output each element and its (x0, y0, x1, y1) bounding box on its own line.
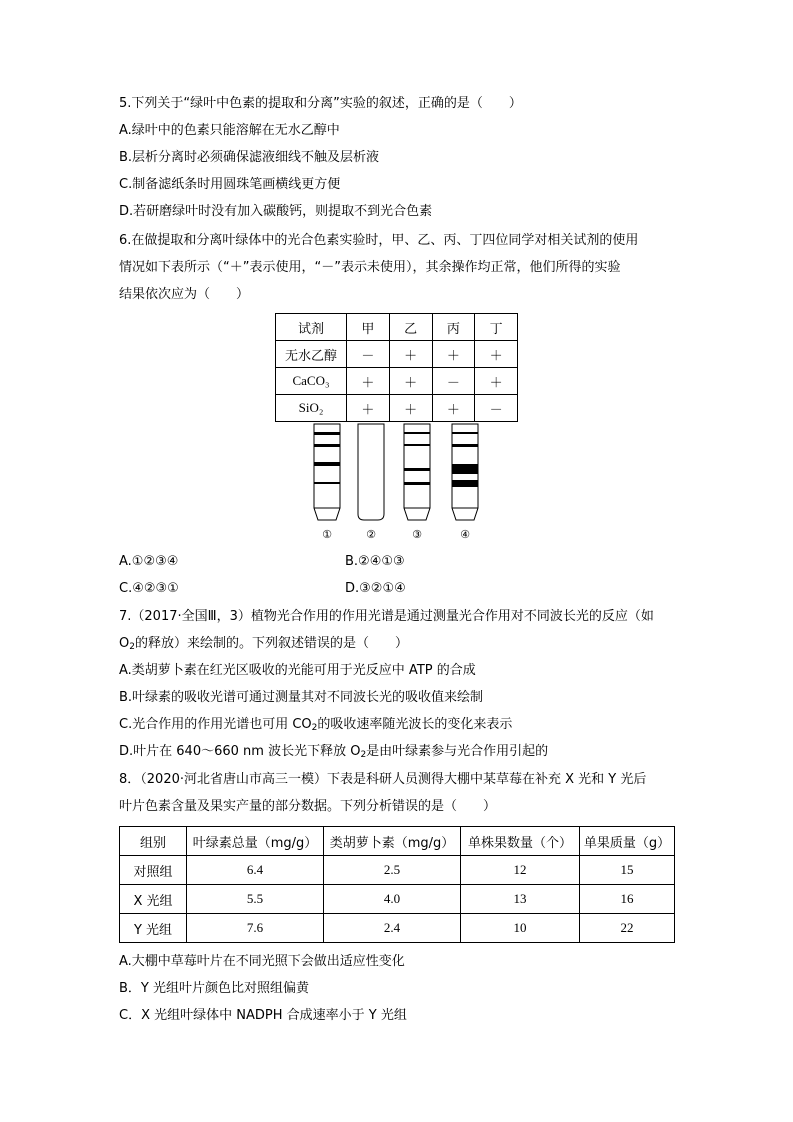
table-cell: 7.6 (187, 914, 324, 943)
pigment-band (404, 444, 430, 446)
q6-stem-line3: 结果依次应为（ ） (119, 287, 250, 302)
strip-1 (314, 424, 340, 520)
table-cell: － (347, 341, 390, 368)
q7-stem-line2 (119, 635, 408, 656)
subscript: 2 (129, 642, 135, 652)
table-cell: 22 (580, 914, 675, 943)
pigment-band (314, 482, 340, 484)
table-cell: 2.4 (324, 914, 461, 943)
text-span: 的释放）来绘制的。下列叙述错误的是（ ） (134, 636, 408, 651)
table-cell: ＋ (475, 341, 518, 368)
table-row (120, 914, 675, 943)
q6-option-c: C.④②③① (119, 581, 179, 596)
q8-option-b: B．Y 光组叶片颜色比对照组偏黄 (119, 981, 309, 996)
table-cell: ＋ (432, 395, 475, 422)
strip-label: ④ (460, 528, 470, 541)
table-cell: ＋ (475, 368, 518, 395)
pigment-band (404, 468, 430, 471)
table-cell: Y 光组 (120, 914, 187, 943)
table-cell: ＋ (389, 341, 432, 368)
pigment-band (452, 464, 478, 474)
q5-option-b: B.层析分离时必须确保滤液细线不触及层析液 (119, 150, 380, 165)
q5-option-d: D.若研磨绿叶时没有加入碳酸钙，则提取不到光合色素 (119, 204, 433, 219)
table-cell: CaCO₃ (276, 368, 347, 395)
q6-option-d: D.③②①④ (345, 581, 406, 596)
table-cell: 15 (580, 856, 675, 885)
q7-stem-line1: 7.（2017·全国Ⅲ，3）植物光合作用的作用光谱是通过测量光合作用对不同波长光的反应（如 (119, 609, 654, 624)
strip-4 (452, 424, 478, 520)
table-cell: ＋ (432, 341, 475, 368)
table-header-cell: 乙 (389, 314, 432, 341)
pigment-band (404, 432, 430, 434)
q8-stem-line1: 8．（2020·河北省唐山市高三一模）下表是科研人员测得大棚中某草莓在补充 X 光和 Y 光后 (119, 772, 647, 787)
table-cell: － (432, 368, 475, 395)
q7-option-d (119, 743, 548, 764)
q8-stem-line2: 叶片色素含量及果实产量的部分数据。下列分析错误的是（ ） (119, 799, 497, 814)
q6-stem-line1: 6.在做提取和分离叶绿体中的光合色素实验时，甲、乙、丙、丁四位同学对相关试剂的使用 (119, 233, 639, 248)
table-cell: 12 (461, 856, 580, 885)
table-header-row (276, 314, 518, 341)
subscript: 2 (360, 750, 367, 760)
text-span: 是由叶绿素参与光合作用引起的 (366, 744, 549, 759)
table-cell: 对照组 (120, 856, 187, 885)
q5-option-c: C.制备滤纸条时用圆珠笔画横线更方便 (119, 177, 341, 192)
chromatography-strips-figure (300, 420, 500, 542)
pigment-band (314, 444, 340, 447)
table-row (276, 368, 518, 395)
table-cell: 5.5 (187, 885, 324, 914)
strip-label: ② (366, 528, 376, 541)
q7-option-a: A.类胡萝卜素在红光区吸收的光能可用于光反应中 ATP 的合成 (119, 663, 476, 678)
q7-option-b: B.叶绿素的吸收光谱可通过测量其对不同波长光的吸收值来绘制 (119, 690, 484, 705)
subscript: 2 (311, 723, 318, 733)
pigment-band (452, 480, 478, 487)
text-span: D.叶片在 640～660 nm 波长光下释放 O (119, 744, 361, 759)
q7-option-c (119, 716, 512, 737)
q6-option-a: A.①②③④ (119, 554, 179, 569)
q5-option-a: A.绿叶中的色素只能溶解在无水乙醇中 (119, 123, 340, 138)
table-row (120, 885, 675, 914)
table-header-cell: 单果质量（g） (580, 827, 675, 856)
text-span: O (119, 636, 130, 651)
table-header-cell: 叶绿素总量（mg/g） (187, 827, 324, 856)
table-header-cell: 丁 (475, 314, 518, 341)
table-row (276, 395, 518, 422)
table-header-cell: 单株果数量（个） (461, 827, 580, 856)
strip-3 (404, 424, 430, 520)
table-header-cell: 类胡萝卜素（mg/g） (324, 827, 461, 856)
table-row (276, 341, 518, 368)
table-header-cell: 甲 (347, 314, 390, 341)
reagent-table (275, 313, 518, 422)
pigment-band (404, 482, 430, 485)
q8-option-a: A.大棚中草莓叶片在不同光照下会做出适应性变化 (119, 954, 405, 969)
text-span: C.光合作用的作用光谱也可用 CO (119, 717, 312, 732)
q6-stem-line2: 情况如下表所示（“＋”表示使用，“－”表示未使用），其余操作均正常，他们所得的实验 (119, 260, 621, 275)
table-cell: 16 (580, 885, 675, 914)
table-header-cell: 组别 (120, 827, 187, 856)
table-cell: 无水乙醇 (276, 341, 347, 368)
table-header-cell: 试剂 (276, 314, 347, 341)
strip-label: ① (322, 528, 332, 541)
table-cell: ＋ (347, 368, 390, 395)
table-cell: 10 (461, 914, 580, 943)
table-header-row (120, 827, 675, 856)
q5-stem: 5.下列关于“绿叶中色素的提取和分离”实验的叙述，正确的是（ ） (119, 96, 522, 111)
strawberry-data-table (119, 826, 675, 943)
strip-2 (358, 424, 384, 520)
table-cell: SiO₂ (276, 395, 347, 422)
pigment-band (314, 432, 340, 435)
table-cell: ＋ (389, 368, 432, 395)
table-cell: ＋ (389, 395, 432, 422)
table-cell: － (475, 395, 518, 422)
table-header-cell: 丙 (432, 314, 475, 341)
text-span: 的吸收速率随光波长的变化来表示 (317, 717, 513, 732)
table-cell: X 光组 (120, 885, 187, 914)
table-cell: ＋ (347, 395, 390, 422)
table-cell: 13 (461, 885, 580, 914)
pigment-band (452, 432, 478, 434)
pigment-band (314, 462, 340, 466)
strip-label: ③ (412, 528, 422, 541)
table-cell: 2.5 (324, 856, 461, 885)
table-cell: 4.0 (324, 885, 461, 914)
pigment-band (452, 444, 478, 447)
table-row (120, 856, 675, 885)
table-cell: 6.4 (187, 856, 324, 885)
q6-option-b: B.②④①③ (345, 554, 405, 569)
q8-option-c: C．X 光组叶绿体中 NADPH 合成速率小于 Y 光组 (119, 1008, 407, 1023)
